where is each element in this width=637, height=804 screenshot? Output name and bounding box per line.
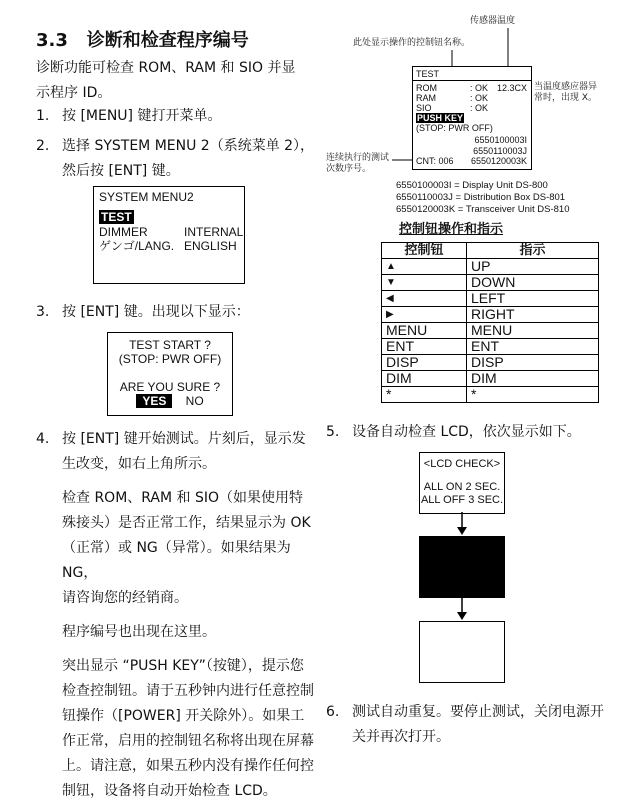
key-cell: DIM (382, 371, 467, 387)
key-cell: MENU (382, 323, 467, 339)
ram-label: RAM (416, 93, 436, 103)
test-start-line: (STOP: PWR OFF) (118, 352, 222, 366)
indication-column-header: 指示 (467, 243, 599, 259)
key-table-title: 控制钮操作和指示 (399, 222, 504, 237)
program-id: 6550100003I (474, 135, 527, 145)
table-row (382, 387, 599, 403)
key-cell: ▼ (382, 275, 467, 291)
count-callout: 连续执行的测试 (326, 153, 390, 163)
menu-title: SYSTEM MENU2 (99, 190, 194, 204)
step-5 (326, 420, 581, 445)
system-menu-screen (93, 186, 245, 284)
lcd-check-title: <LCD CHECK> (423, 458, 501, 470)
key-table (381, 242, 599, 403)
step-text: （正常）或 NG（异常）。如果结果为 NG， (62, 540, 291, 581)
key-cell: DISP (382, 355, 467, 371)
step-text: 钮操作（[POWER] 开关除外）。如果工 (62, 708, 305, 724)
confirm-question: ARE YOU SURE ? (119, 380, 221, 394)
sensor-temp: 12.3CX (497, 83, 528, 93)
step-text: 选择 SYSTEM MENU 2（系统菜单 2）， (62, 138, 315, 154)
ram-result: : OK (470, 93, 489, 103)
yes-option: YES (136, 394, 172, 408)
indication-cell: RIGHT (467, 307, 599, 323)
step-number: 6. (326, 704, 340, 720)
sio-label: SIO (416, 103, 432, 113)
test-screen-title: TEST (416, 69, 440, 79)
indication-cell: DISP (467, 355, 599, 371)
step-number: 4. (36, 431, 50, 447)
intro-line: 示程序 ID。 (36, 85, 112, 101)
indication-cell: LEFT (467, 291, 599, 307)
step-text: 作正常，启用的控制钮名称将出现在屏幕 (62, 733, 314, 749)
section-number: 3.3 (36, 30, 68, 51)
menu-item-lang: ゲンゴ/LANG. (99, 239, 175, 253)
program-id-legend (396, 180, 569, 216)
test-count: CNT: 006 (416, 156, 454, 166)
step-text: 关并再次打开。 (352, 729, 450, 745)
table-row (382, 291, 599, 307)
lcd-all-on-screen (419, 536, 505, 598)
callout-lines (0, 0, 637, 200)
step-text: 请咨询您的经销商。 (62, 590, 188, 606)
indication-cell: UP (467, 259, 599, 275)
step-text: 检查 ROM、RAM 和 SIO（如果使用特 (62, 490, 304, 506)
program-id: 6550110003J (473, 145, 527, 156)
menu-value-lang: ENGLISH (184, 239, 237, 253)
table-row (382, 275, 599, 291)
step-number: 5. (326, 424, 340, 440)
no-option: NO (185, 394, 204, 408)
step-text: 然后按 [ENT] 键。 (62, 163, 180, 179)
legend-line: 6550100003I = Display Unit DS-800 (396, 180, 548, 191)
step-text: 测试自动重复。要停止测试，关闭电源开 (352, 704, 604, 720)
step-text: 程序编号也出现在这里。 (62, 624, 216, 640)
section-heading: 诊断和检查程序编号 (86, 30, 249, 51)
down-arrow-icon (455, 512, 469, 536)
table-row (382, 307, 599, 323)
table-row (382, 339, 599, 355)
rom-result: : OK (470, 83, 489, 93)
step-number: 1. (36, 108, 50, 124)
test-start-screen (107, 332, 233, 416)
push-key-highlight: PUSH KEY (417, 113, 464, 123)
step-4 (36, 427, 316, 799)
step-text: 殊接头）是否正常工作，结果显示为 OK (62, 515, 311, 531)
sio-result: : OK (470, 103, 489, 113)
test-result-screen (412, 66, 532, 170)
sensor-temp-callout: 传感器温度 (470, 16, 516, 26)
lcd-all-off-screen (419, 621, 505, 683)
abnormal-callout: 当温度感应器异 (534, 82, 598, 92)
table-row (382, 355, 599, 371)
down-arrow-icon (455, 597, 469, 621)
step-text: 按 [MENU] 键打开菜单。 (62, 108, 222, 124)
menu-item-dimmer: DIMMER (99, 225, 148, 239)
intro-line: 诊断功能可检查 ROM、RAM 和 SIO 并显 (36, 60, 296, 76)
step-text: 生改变，如右上角所示。 (62, 456, 216, 472)
step-3 (36, 300, 250, 325)
legend-line: 6550120003K = Transceiver Unit DS-810 (396, 204, 570, 215)
key-name-callout: 此处显示操作的控制钮名称。 (353, 38, 471, 48)
menu-value-dimmer: INTERNAL (184, 225, 244, 239)
indication-cell: MENU (467, 323, 599, 339)
indication-cell: DOWN (467, 275, 599, 291)
step-text: 设备自动检查 LCD，依次显示如下。 (352, 424, 581, 440)
menu-item-test: TEST (101, 210, 132, 224)
step-number: 2. (36, 138, 50, 154)
indication-cell: * (467, 387, 599, 403)
test-start-line: TEST START ? (129, 338, 211, 352)
step-text: 按 [ENT] 键。出现以下显示： (62, 304, 250, 320)
rom-label: ROM (416, 83, 437, 93)
step-text: 上。请注意，如果五秒内没有操作任何控 (62, 758, 314, 774)
abnormal-callout: 常时，出现 X。 (534, 93, 598, 103)
step-text: 按 [ENT] 键开始测试。片刻后，显示发 (62, 431, 306, 447)
count-callout: 次数序号。 (326, 164, 372, 174)
lcd-check-screen (419, 452, 505, 514)
table-row (382, 259, 599, 275)
key-cell: ▲ (382, 259, 467, 275)
key-cell: ◀ (382, 291, 467, 307)
step-text: 制钮，设备将自动开始检查 LCD。 (62, 783, 277, 799)
step-number: 3. (36, 304, 50, 320)
key-column-header: 控制钮 (382, 243, 467, 259)
legend-line: 6550110003J = Distribution Box DS-801 (396, 192, 566, 203)
step-text: 突出显示 “PUSH KEY”（按键），提示您 (62, 658, 304, 674)
step-6 (326, 700, 616, 745)
key-cell: ▶ (382, 307, 467, 323)
stop-hint: (STOP: PWR OFF) (416, 123, 493, 133)
indication-cell: DIM (467, 371, 599, 387)
key-cell: ENT (382, 339, 467, 355)
lcd-check-line: ALL ON 2 SEC. (423, 481, 501, 493)
indication-cell: ENT (467, 339, 599, 355)
key-cell: * (382, 387, 467, 403)
table-row (382, 371, 599, 387)
table-row (382, 323, 599, 339)
step-text: 检查控制钮。请于五秒钟内进行任意控制 (62, 683, 314, 699)
lcd-check-line: ALL OFF 3 SEC. (420, 494, 504, 506)
program-id: 6550120003K (470, 156, 527, 166)
